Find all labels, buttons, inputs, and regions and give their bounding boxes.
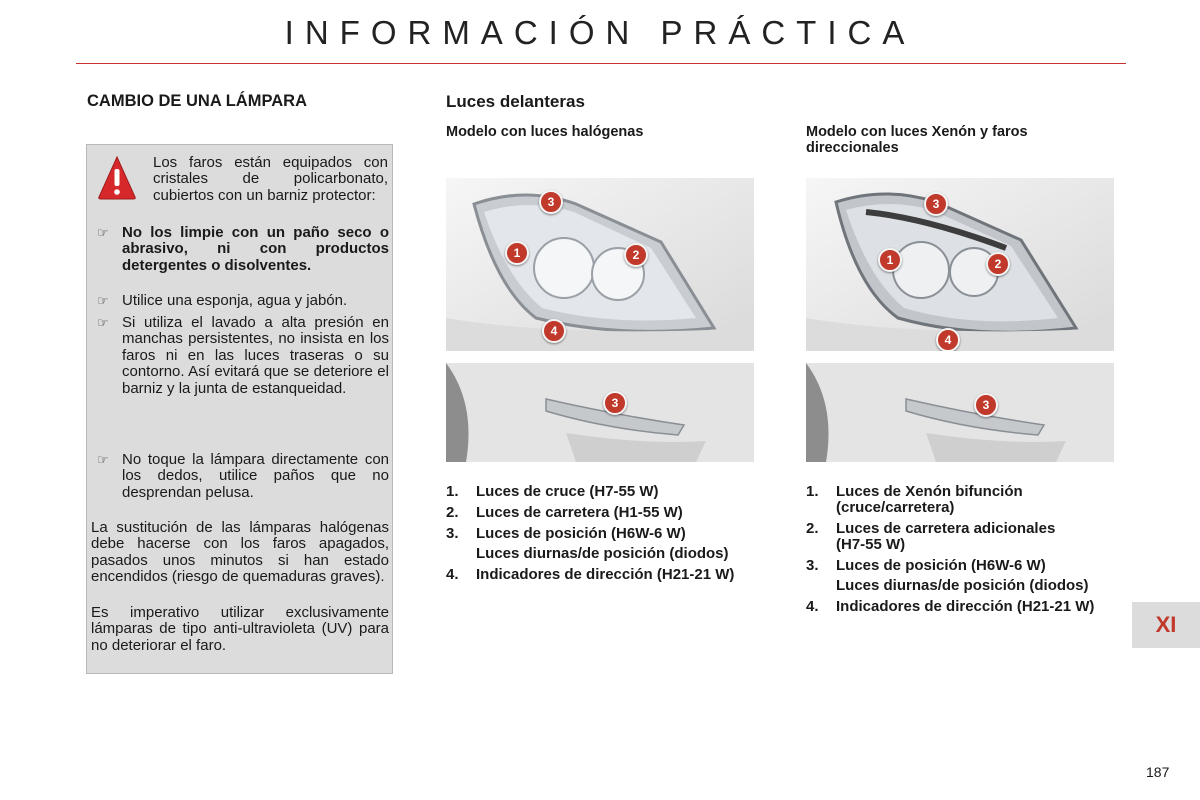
xenon-bulb-list [806,484,1121,620]
warning-bullet [93,315,389,397]
list-item: 2. Luces de carretera adicionales (H7-55 W) [806,520,1056,553]
warning-paragraph: Es imperativo utilizar exclusivamente lámparas de tipo anti-ultravioleta (UV) para no deteriorar el faro. [91,604,389,654]
section-title: CAMBIO DE UNA LÁMPARA [87,92,307,110]
pointing-hand-icon: ☞ [97,293,109,308]
warning-bullet [93,225,389,274]
callout-1: 1 [505,241,529,265]
warning-box [86,144,393,674]
xenon-headlamp-photo [806,178,1114,351]
callout-3: 3 [539,190,563,214]
warning-bullet-text: No toque la lámpara directamente con los dedos, utilice paños que no desprendan pelusa. [122,451,389,501]
callout-3: 3 [924,192,948,216]
warning-bullet-text: Utilice una esponja, agua y jabón. [122,292,348,309]
warning-bullet-text: No los limpie con un paño seco o abrasivo, ni con productos detergentes o disolventes. [122,224,389,274]
callout-3: 3 [603,391,627,415]
list-item: 2. Luces de carretera (H1-55 W) [446,504,683,521]
halogen-model-title: Modelo con luces halógenas [446,124,644,140]
halogen-daylight-photo [446,363,754,462]
halogen-bulb-list [446,484,766,588]
page-number: 187 [1146,764,1170,780]
list-item: 4. Indicadores de dirección (H21-21 W) [806,598,1095,615]
front-lights-title: Luces delanteras [446,92,585,111]
list-item: 3. Luces de posición (H6W-6 W) Luces diurnas/de posición (diodos) [446,525,729,562]
page-header-title: INFORMACIÓN PRÁCTICA [284,14,916,51]
list-item: 3. Luces de posición (H6W-6 W) Luces diurnas/de posición (diodos) [806,557,1089,594]
headlamp-illustration [446,178,754,351]
callout-4: 4 [936,328,960,351]
warning-paragraph: La sustitución de las lámparas halógenas debe hacerse con los faros apagados, pasados unos minutos si han estado encendidos (riesgo de quemaduras graves). [91,519,389,586]
callout-3: 3 [974,393,998,417]
callout-4: 4 [542,319,566,343]
chapter-tab: XI [1132,602,1200,648]
warning-bullet [93,452,389,501]
xenon-daylight-photo [806,363,1114,462]
callout-2: 2 [624,243,648,267]
pointing-hand-icon: ☞ [97,225,109,240]
halogen-headlamp-photo [446,178,754,351]
list-item: 4. Indicadores de dirección (H21-21 W) [446,566,735,583]
bumper-illustration [446,363,754,462]
callout-1: 1 [878,248,902,272]
warning-intro: Los faros están equipados con cristales de policarbonato, cubiertos con un barniz protector: [153,154,388,204]
warning-bullet-text: Si utiliza el lavado a alta presión en manchas persistentes, no insista en los faros ni en las luces traseras o su contorno. Así evitará que se deteriore el barniz y la junta de estanqueidad. [122,314,389,397]
pointing-hand-icon: ☞ [97,315,109,330]
pointing-hand-icon: ☞ [97,452,109,467]
list-item: 1. Luces de Xenón bifunción (cruce/carretera) [806,483,1023,516]
headlamp-illustration [806,178,1114,351]
header-divider [76,63,1126,64]
warning-triangle-icon [97,155,137,201]
xenon-model-title: Modelo con luces Xenón y faros direccionales [806,124,1028,156]
callout-2: 2 [986,252,1010,276]
bumper-illustration [806,363,1114,462]
list-item: 1. Luces de cruce (H7-55 W) [446,483,659,500]
warning-bullet [93,293,389,309]
